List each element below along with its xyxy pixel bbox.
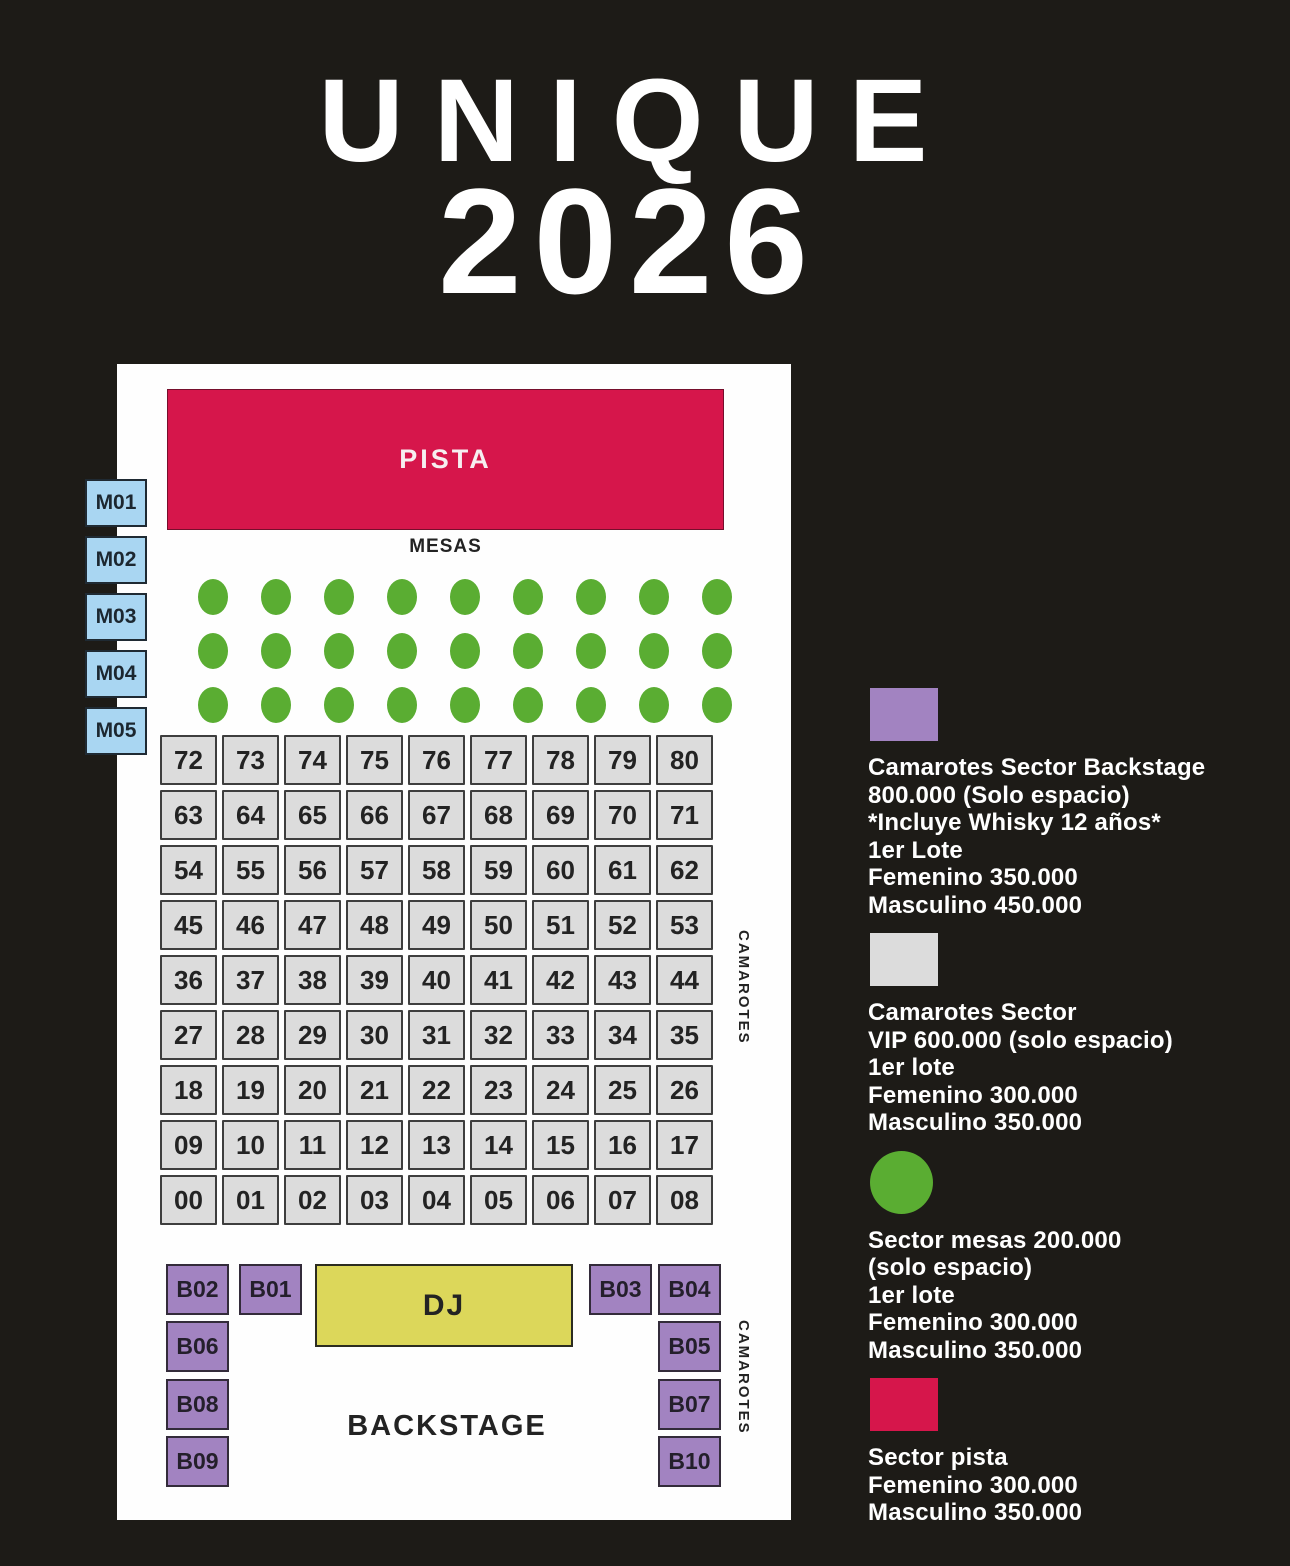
vip-seat-77: 77 [470, 735, 527, 785]
mesa-dot [450, 687, 480, 723]
legend-swatch-camarotes-backstage [870, 688, 938, 741]
vip-seat-73: 73 [222, 735, 279, 785]
vip-seat-07: 07 [594, 1175, 651, 1225]
mesa-dot [702, 687, 732, 723]
mesa-box-M03: M03 [85, 593, 147, 641]
vip-seat-56: 56 [284, 845, 341, 895]
vip-seat-00: 00 [160, 1175, 217, 1225]
mesa-dot [639, 633, 669, 669]
vip-seat-79: 79 [594, 735, 651, 785]
mesa-box-M02: M02 [85, 536, 147, 584]
vip-seat-67: 67 [408, 790, 465, 840]
legend-item-sector-mesas [868, 1151, 1268, 1365]
vip-seat-76: 76 [408, 735, 465, 785]
legend-line: Camarotes Sector Backstage [868, 754, 1206, 781]
mesas-dot-grid [181, 570, 748, 732]
mesa-dot [387, 579, 417, 615]
mesa-dot [639, 579, 669, 615]
pista-label: PISTA [399, 444, 492, 474]
vip-seat-28: 28 [222, 1010, 279, 1060]
event-year: 2026 [438, 157, 820, 325]
vip-seat-45: 45 [160, 900, 217, 950]
vip-seat-41: 41 [470, 955, 527, 1005]
vip-seat-33: 33 [532, 1010, 589, 1060]
camarotes-label-upper: CAMAROTES [735, 930, 752, 1045]
mesa-dot [639, 687, 669, 723]
vip-seat-60: 60 [532, 845, 589, 895]
legend [868, 688, 1268, 1527]
vip-seat-06: 06 [532, 1175, 589, 1225]
vip-seat-31: 31 [408, 1010, 465, 1060]
camarotes-label-lower: CAMAROTES [735, 1320, 752, 1435]
legend-line: Femenino 300.000 [868, 1471, 1078, 1499]
vip-seat-04: 04 [408, 1175, 465, 1225]
vip-seat-21: 21 [346, 1065, 403, 1115]
legend-line: 1er Lote [868, 836, 963, 864]
vip-seat-46: 46 [222, 900, 279, 950]
mesa-dot [324, 687, 354, 723]
vip-seat-16: 16 [594, 1120, 651, 1170]
vip-seat-75: 75 [346, 735, 403, 785]
legend-text-camarotes-backstage [868, 754, 1268, 919]
backstage-box-B07: B07 [658, 1379, 721, 1430]
legend-swatch-sector-mesas [870, 1151, 933, 1214]
legend-line: Femenino 350.000 [868, 864, 1078, 891]
backstage-box-B06: B06 [166, 1321, 229, 1372]
backstage-box-B01: B01 [239, 1264, 302, 1315]
vip-seat-44: 44 [656, 955, 713, 1005]
vip-seat-20: 20 [284, 1065, 341, 1115]
mesa-dot [513, 579, 543, 615]
vip-seat-80: 80 [656, 735, 713, 785]
vip-seat-58: 58 [408, 845, 465, 895]
mesa-dot [576, 579, 606, 615]
vip-seat-08: 08 [656, 1175, 713, 1225]
vip-seat-09: 09 [160, 1120, 217, 1170]
legend-line: (solo espacio) [868, 1254, 1033, 1281]
legend-line: *Incluye Whisky 12 años* [868, 809, 1161, 836]
mesas-label: MESAS [409, 536, 482, 557]
legend-line: Masculino 350.000 [868, 1499, 1083, 1526]
mesa-dot [702, 579, 732, 615]
vip-seat-61: 61 [594, 845, 651, 895]
legend-line: Femenino 300.000 [868, 1081, 1078, 1109]
legend-line: 1er lote [868, 1281, 955, 1309]
vip-seat-43: 43 [594, 955, 651, 1005]
vip-seat-49: 49 [408, 900, 465, 950]
mesa-dot [198, 687, 228, 723]
vip-seat-26: 26 [656, 1065, 713, 1115]
vip-seat-38: 38 [284, 955, 341, 1005]
vip-seat-53: 53 [656, 900, 713, 950]
vip-seat-70: 70 [594, 790, 651, 840]
legend-line: 800.000 (Solo espacio) [868, 781, 1130, 809]
vip-seat-12: 12 [346, 1120, 403, 1170]
backstage-box-B02: B02 [166, 1264, 229, 1315]
vip-seat-30: 30 [346, 1010, 403, 1060]
vip-seat-47: 47 [284, 900, 341, 950]
vip-seat-42: 42 [532, 955, 589, 1005]
legend-line: Masculino 350.000 [868, 1336, 1083, 1364]
mesa-dot [198, 579, 228, 615]
vip-seat-69: 69 [532, 790, 589, 840]
backstage-box-B04: B04 [658, 1264, 721, 1315]
vip-seat-29: 29 [284, 1010, 341, 1060]
backstage-box-B09: B09 [166, 1436, 229, 1487]
legend-item-camarotes-backstage [868, 688, 1268, 919]
backstage-box-B05: B05 [658, 1321, 721, 1372]
dj-booth [315, 1264, 573, 1347]
vip-seat-19: 19 [222, 1065, 279, 1115]
vip-seat-55: 55 [222, 845, 279, 895]
legend-line: Masculino 350.000 [868, 1109, 1083, 1136]
vip-seat-59: 59 [470, 845, 527, 895]
backstage-box-B08: B08 [166, 1379, 229, 1430]
vip-seat-71: 71 [656, 790, 713, 840]
vip-seat-10: 10 [222, 1120, 279, 1170]
vip-seat-63: 63 [160, 790, 217, 840]
vip-seat-72: 72 [160, 735, 217, 785]
vip-seat-37: 37 [222, 955, 279, 1005]
vip-seat-23: 23 [470, 1065, 527, 1115]
vip-seat-62: 62 [656, 845, 713, 895]
vip-seat-36: 36 [160, 955, 217, 1005]
vip-seat-66: 66 [346, 790, 403, 840]
mesa-box-M04: M04 [85, 650, 147, 698]
dj-label: DJ [422, 1288, 466, 1322]
backstage-box-B03: B03 [589, 1264, 652, 1315]
vip-seat-22: 22 [408, 1065, 465, 1115]
mesa-box-M01: M01 [85, 479, 147, 527]
vip-seat-13: 13 [408, 1120, 465, 1170]
backstage-label: BACKSTAGE [347, 1410, 547, 1442]
vip-seat-25: 25 [594, 1065, 651, 1115]
vip-seat-48: 48 [346, 900, 403, 950]
event-name: UNIQUE [318, 55, 958, 187]
vip-seat-15: 15 [532, 1120, 589, 1170]
vip-seat-02: 02 [284, 1175, 341, 1225]
vip-seat-35: 35 [656, 1010, 713, 1060]
vip-seat-11: 11 [284, 1120, 341, 1170]
vip-seat-18: 18 [160, 1065, 217, 1115]
legend-swatch-camarotes-vip [870, 933, 938, 986]
legend-text-sector-pista [868, 1444, 1268, 1527]
legend-line: Camarotes Sector [868, 999, 1077, 1026]
pista-area [167, 389, 724, 530]
vip-seat-65: 65 [284, 790, 341, 840]
mesa-dot [261, 687, 291, 723]
vip-seat-52: 52 [594, 900, 651, 950]
mesa-dot [576, 687, 606, 723]
vip-seat-51: 51 [532, 900, 589, 950]
mesa-dot [576, 633, 606, 669]
vip-seat-01: 01 [222, 1175, 279, 1225]
vip-seat-40: 40 [408, 955, 465, 1005]
mesa-dot [450, 633, 480, 669]
legend-line: 1er lote [868, 1054, 955, 1081]
mesa-dot [387, 633, 417, 669]
vip-seat-34: 34 [594, 1010, 651, 1060]
vip-seat-64: 64 [222, 790, 279, 840]
backstage-box-B10: B10 [658, 1436, 721, 1487]
venue-map [117, 364, 791, 1520]
mesa-dot [324, 579, 354, 615]
vip-seat-39: 39 [346, 955, 403, 1005]
legend-swatch-sector-pista [870, 1378, 938, 1431]
mesa-dot [387, 687, 417, 723]
vip-seat-78: 78 [532, 735, 589, 785]
legend-text-sector-mesas [868, 1227, 1268, 1365]
legend-item-sector-pista [868, 1378, 1268, 1527]
legend-item-camarotes-vip [868, 933, 1268, 1137]
mesa-dot [513, 687, 543, 723]
vip-seat-32: 32 [470, 1010, 527, 1060]
legend-line: Sector pista [868, 1444, 1008, 1471]
mesa-box-M05: M05 [85, 707, 147, 755]
vip-seat-05: 05 [470, 1175, 527, 1225]
vip-seat-54: 54 [160, 845, 217, 895]
mesa-dot [261, 633, 291, 669]
mesa-dot [324, 633, 354, 669]
vip-seat-grid [160, 735, 713, 1225]
mesa-dot [513, 633, 543, 669]
legend-text-camarotes-vip [868, 999, 1268, 1137]
vip-seat-14: 14 [470, 1120, 527, 1170]
vip-seat-27: 27 [160, 1010, 217, 1060]
mesa-dot [261, 579, 291, 615]
legend-line: Femenino 300.000 [868, 1309, 1078, 1336]
vip-seat-57: 57 [346, 845, 403, 895]
vip-seat-74: 74 [284, 735, 341, 785]
mesa-dot [198, 633, 228, 669]
vip-seat-24: 24 [532, 1065, 589, 1115]
vip-seat-03: 03 [346, 1175, 403, 1225]
legend-line: Sector mesas 200.000 [868, 1226, 1122, 1254]
vip-seat-68: 68 [470, 790, 527, 840]
mesa-dot [450, 579, 480, 615]
legend-line: Masculino 450.000 [868, 891, 1083, 919]
legend-line: VIP 600.000 (solo espacio) [868, 1026, 1173, 1054]
vip-seat-50: 50 [470, 900, 527, 950]
vip-seat-17: 17 [656, 1120, 713, 1170]
mesa-dot [702, 633, 732, 669]
